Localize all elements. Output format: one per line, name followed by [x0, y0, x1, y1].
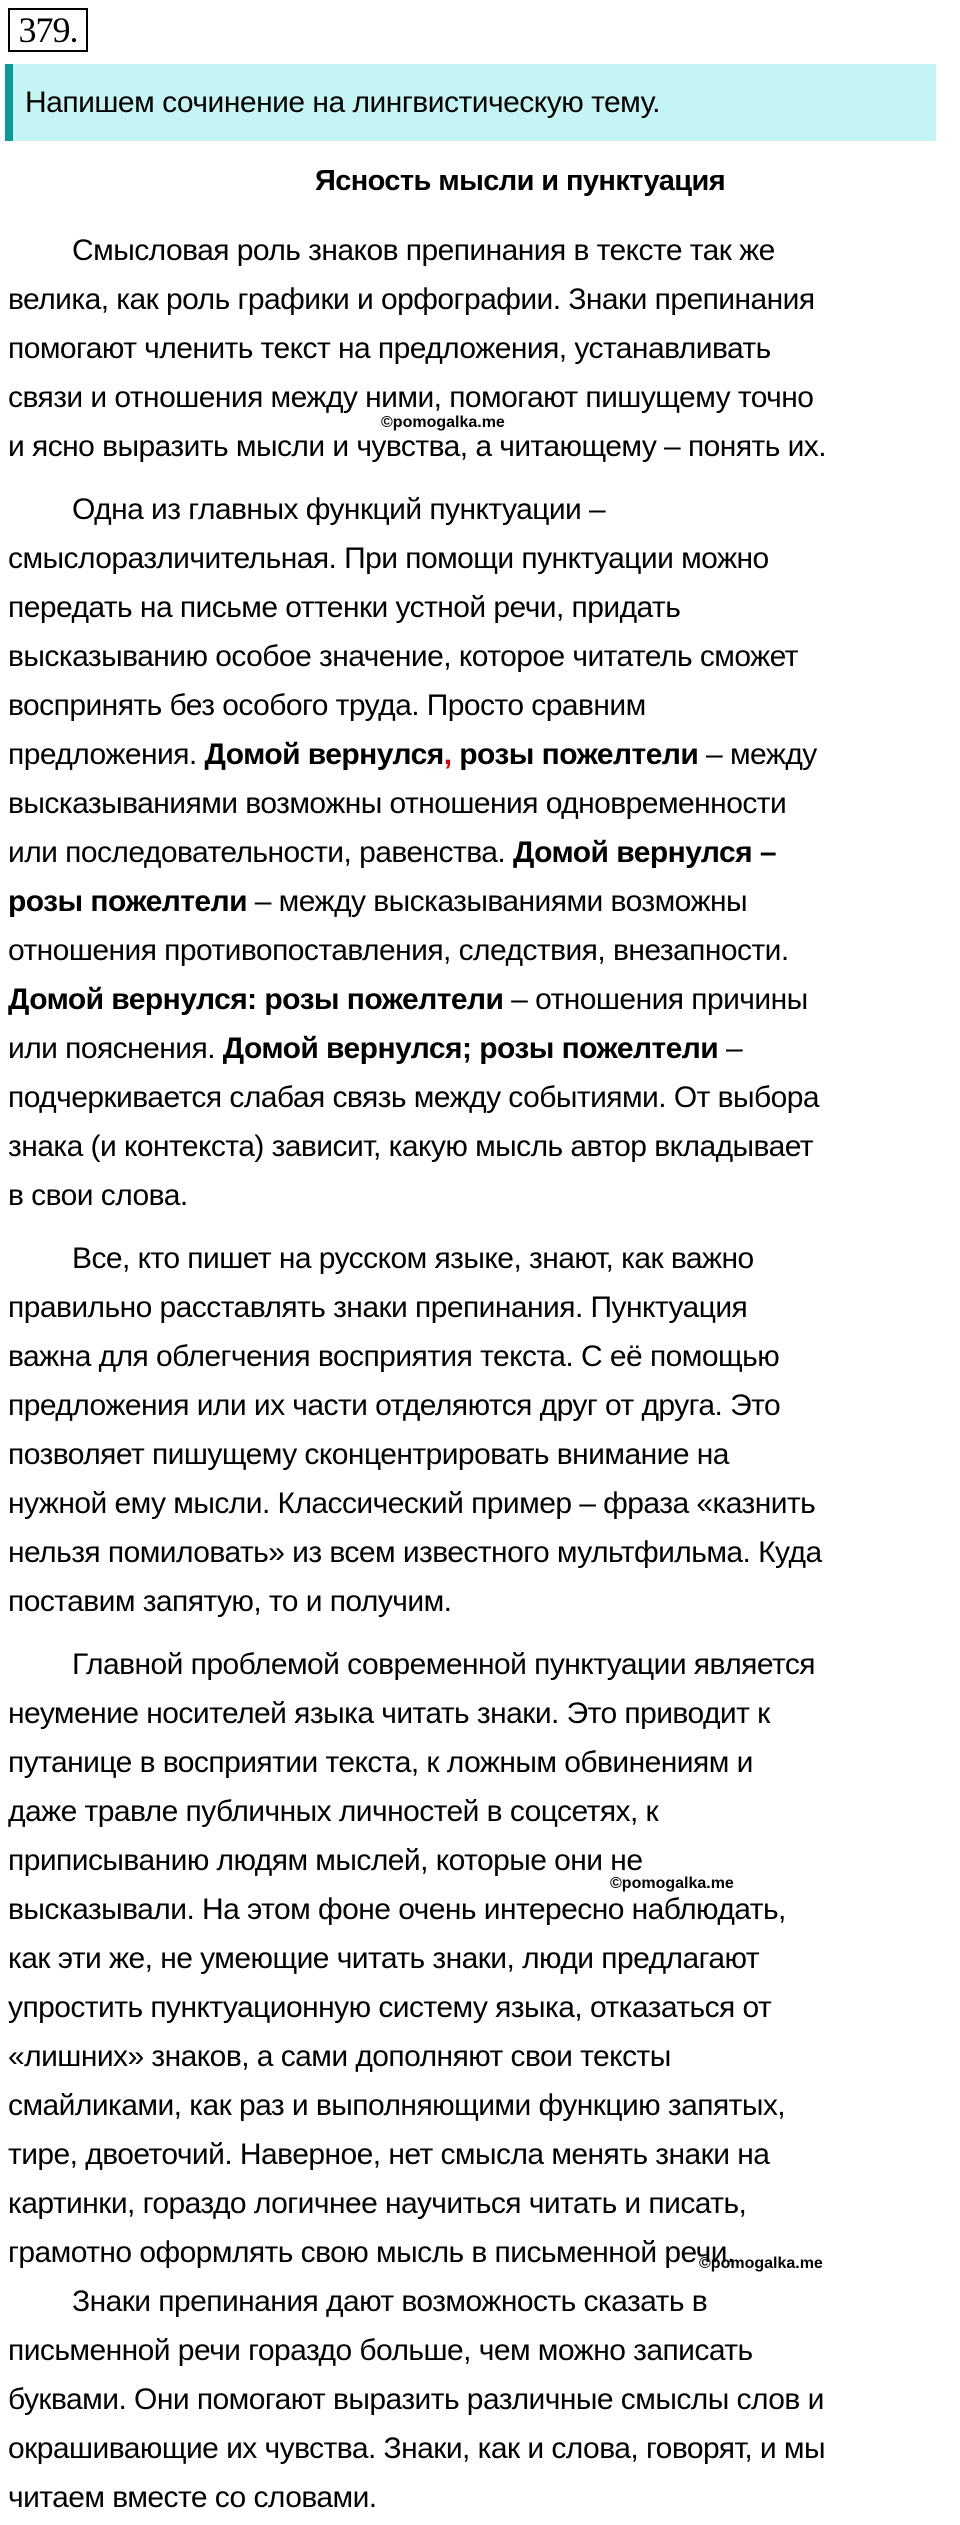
- text-segment: воспринять без особого труда. Просто сравним: [8, 689, 646, 722]
- text-line: [8, 779, 958, 828]
- text-segment: Смысловая роль знаков препинания в тексте так же: [72, 234, 775, 267]
- text-line: [8, 1528, 958, 1577]
- bold-example: Домой вернулся –: [512, 836, 777, 869]
- text-segment: как эти же, не умеющие читать знаки, люди предлагают: [8, 1942, 759, 1975]
- bold-example: розы пожелтели: [8, 885, 247, 918]
- text-segment: путанице в восприятии текста, к ложным обвинениям и: [8, 1746, 753, 1779]
- text-segment: правильно расставлять знаки препинания. Пунктуация: [8, 1291, 748, 1324]
- text-line: [8, 2326, 958, 2375]
- text-line: [8, 1738, 958, 1787]
- text-line: [8, 2277, 958, 2326]
- text-line: [8, 2424, 958, 2473]
- text-line: [8, 1024, 958, 1073]
- text-segment: высказыванию особое значение, которое читатель сможет: [8, 640, 798, 673]
- text-segment: – между высказываниями возможны: [246, 885, 748, 918]
- highlighted-punctuation: ,: [443, 738, 452, 771]
- text-segment: нужной ему мысли. Классический пример – фраза «казнить: [8, 1487, 816, 1520]
- bold-example: Домой вернулся: розы пожелтели: [8, 983, 504, 1016]
- text-line: [8, 2081, 958, 2130]
- paragraph: [8, 226, 958, 471]
- text-segment: или последовательности, равенства.: [8, 836, 513, 869]
- text-segment: нельзя помиловать» из всем известного мультфильма. Куда: [8, 1536, 822, 1569]
- essay-title: Ясность мысли и пунктуация: [314, 165, 726, 197]
- text-line: [8, 828, 958, 877]
- text-segment: велика, как роль графики и орфографии. Знаки препинания: [8, 283, 815, 316]
- text-segment: –: [718, 1032, 743, 1065]
- text-segment: в свои слова.: [8, 1179, 188, 1212]
- text-segment: отношения противопоставления, следствия, внезапности.: [8, 934, 789, 967]
- paragraph: [8, 1234, 958, 1626]
- text-segment: тире, двоеточий. Наверное, нет смысла менять знаки на: [8, 2138, 770, 2171]
- text-line: [8, 1885, 958, 1934]
- text-segment: смайликами, как раз и выполняющими функцию запятых,: [8, 2089, 786, 2122]
- watermark: ©pomogalka.me: [381, 414, 505, 431]
- text-segment: даже травле публичных личностей в соцсетях, к: [8, 1795, 659, 1828]
- text-line: [8, 2375, 958, 2424]
- text-line: [8, 1283, 958, 1332]
- text-segment: «лишних» знаков, а сами дополняют свои тексты: [8, 2040, 671, 2073]
- watermark: ©pomogalka.me: [699, 2255, 823, 2272]
- text-segment: помогают членить текст на предложения, устанавливать: [8, 332, 771, 365]
- text-segment: позволяет пишущему сконцентрировать внимание на: [8, 1438, 729, 1471]
- text-segment: упростить пунктуационную систему языка, отказаться от: [8, 1991, 772, 2024]
- text-segment: предложения.: [8, 738, 205, 771]
- text-line: [8, 275, 958, 324]
- text-line: [8, 1577, 958, 1626]
- paragraph: [8, 1640, 958, 2277]
- text-segment: грамотно оформлять свою мысль в письменной речи.: [8, 2236, 735, 2269]
- text-segment: подчеркивается слабая связь между событиями. От выбора: [8, 1081, 820, 1114]
- text-line: [8, 2473, 958, 2522]
- text-segment: Знаки препинания дают возможность сказать в: [72, 2285, 708, 2318]
- text-segment: окрашивающие их чувства. Знаки, как и слова, говорят, и мы: [8, 2432, 826, 2465]
- text-segment: высказываниями возможны отношения одновременности: [8, 787, 787, 820]
- bold-example: розы пожелтели: [451, 738, 699, 771]
- text-segment: Главной проблемой современной пунктуации является: [72, 1648, 815, 1681]
- text-line: [8, 1171, 958, 1220]
- text-segment: и ясно выразить мысли и чувства, а читающему – понять их.: [8, 430, 827, 463]
- text-segment: картинки, гораздо логичнее научиться читать и писать,: [8, 2187, 747, 2220]
- bold-example: Домой вернулся: [204, 738, 444, 771]
- text-line: [8, 1234, 958, 1283]
- text-segment: связи и отношения между ними, помогают пишущему точно: [8, 381, 814, 414]
- text-segment: знака (и контекста) зависит, какую мысль автор вкладывает: [8, 1130, 814, 1163]
- task-banner: Напишем сочинение на лингвистическую тему.: [5, 64, 936, 141]
- paragraph: [8, 485, 958, 1220]
- text-line: [8, 1640, 958, 1689]
- text-segment: письменной речи гораздо больше, чем можно записать: [8, 2334, 753, 2367]
- text-line: [8, 1332, 958, 1381]
- text-segment: смыслоразличительная. При помощи пунктуации можно: [8, 542, 769, 575]
- text-line: [8, 1836, 958, 1885]
- text-segment: буквами. Они помогают выразить различные смыслы слов и: [8, 2383, 824, 2416]
- text-segment: поставим запятую, то и получим.: [8, 1585, 452, 1618]
- text-line: [8, 877, 958, 926]
- essay-body: [8, 226, 958, 2522]
- text-segment: высказывали. На этом фоне очень интересно наблюдать,: [8, 1893, 786, 1926]
- text-line: [8, 1430, 958, 1479]
- text-line: [8, 1122, 958, 1171]
- text-line: [8, 534, 958, 583]
- text-line: [8, 1983, 958, 2032]
- text-segment: Все, кто пишет на русском языке, знают, как важно: [72, 1242, 754, 1275]
- text-line: [8, 2130, 958, 2179]
- text-segment: неумение носителей языка читать знаки. Это приводит к: [8, 1697, 770, 1730]
- text-line: [8, 226, 958, 275]
- text-segment: передать на письме оттенки устной речи, придать: [8, 591, 681, 624]
- text-line: [8, 975, 958, 1024]
- watermark: ©pomogalka.me: [610, 1875, 734, 1892]
- text-line: [8, 1381, 958, 1430]
- text-line: [8, 324, 958, 373]
- text-line: [8, 681, 958, 730]
- text-segment: или пояснения.: [8, 1032, 223, 1065]
- text-line: [8, 1787, 958, 1836]
- bold-example: Домой вернулся; розы пожелтели: [222, 1032, 719, 1065]
- text-segment: – отношения причины: [503, 983, 808, 1016]
- text-segment: предложения или их части отделяются друг от друга. Это: [8, 1389, 781, 1422]
- text-line: [8, 1689, 958, 1738]
- text-line: [8, 730, 958, 779]
- text-segment: Одна из главных функций пунктуации –: [72, 493, 606, 526]
- text-segment: приписыванию людям мыслей, которые они не: [8, 1844, 643, 1877]
- text-line: [8, 926, 958, 975]
- text-line: [8, 1073, 958, 1122]
- text-line: [8, 485, 958, 534]
- text-segment: важна для облегчения восприятия текста. С её помощью: [8, 1340, 780, 1373]
- text-line: [8, 2179, 958, 2228]
- text-line: [8, 583, 958, 632]
- text-line: [8, 632, 958, 681]
- text-line: [8, 1934, 958, 1983]
- text-line: [8, 1479, 958, 1528]
- exercise-number: 379.: [8, 8, 88, 52]
- text-segment: читаем вместе со словами.: [8, 2481, 377, 2514]
- paragraph: [8, 2277, 958, 2522]
- text-line: [8, 2032, 958, 2081]
- text-segment: – между: [698, 738, 817, 771]
